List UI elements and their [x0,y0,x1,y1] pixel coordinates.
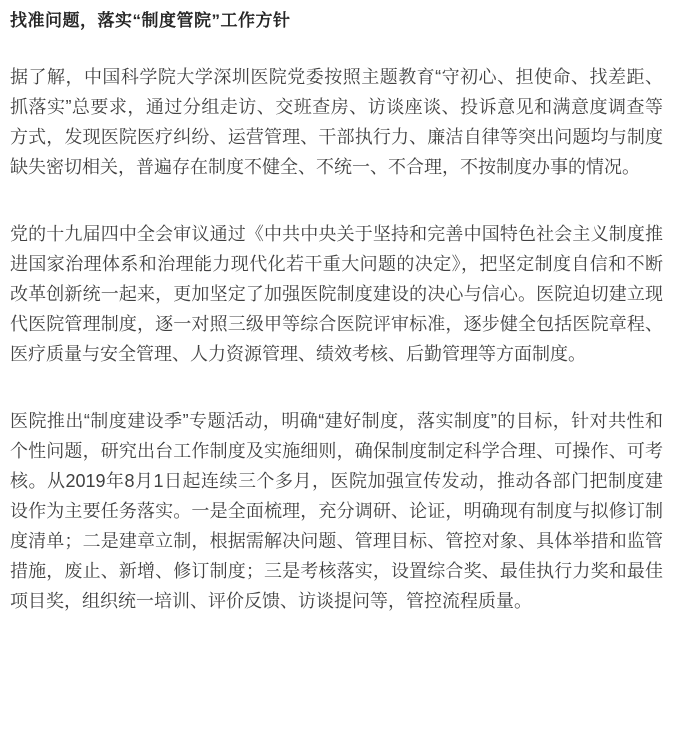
article-paragraph-1: 据了解，中国科学院大学深圳医院党委按照主题教育“守初心、担使命、找差距、抓落实”总要求，通过分组走访、交班查房、访谈座谈、投诉意见和满意度调查等方式，发现医院医疗纠纷、运营管理、干部执行力、廉洁自律等突出问题均与制度缺失密切相关，普遍存在制度不健全、不统一、不合理，不按制度办事的情况。 [10,67,663,177]
article-title: 找准问题，落实“制度管院”工作方针 [10,11,291,30]
article-paragraph-2: 党的十九届四中全会审议通过《中共中央关于坚持和完善中国特色社会主义制度推进国家治理体系和治理能力现代化若干重大问题的决定》，把坚定制度自信和不断改革创新统一起来，更加坚定了加强医院制度建设的决心与信心。医院迫切建立现代医院管理制度，逐一对照三级甲等综合医院评审标准，逐步健全包括医院章程、医疗质量与安全管理、人力资源管理、绩效考核、后勤管理等方面制度。 [10,224,663,364]
article-paragraph-3: 医院推出“制度建设季”专题活动，明确“建好制度，落实制度”的目标，针对共性和个性问题，研究出台工作制度及实施细则，确保制度制定科学合理、可操作、可考核。从2019年8月1日起连续三个多月，医院加强宣传发动，推动各部门把制度建设作为主要任务落实。一是全面梳理，充分调研、论证，明确现有制度与拟修订制度清单；二是建章立制，根据需解决问题、管理目标、管控对象、具体举措和监管措施，废止、新增、修订制度；三是考核落实，设置综合奖、最佳执行力奖和最佳项目奖，组织统一培训、评价反馈、访谈提问等，管控流程质量。 [10,411,663,611]
